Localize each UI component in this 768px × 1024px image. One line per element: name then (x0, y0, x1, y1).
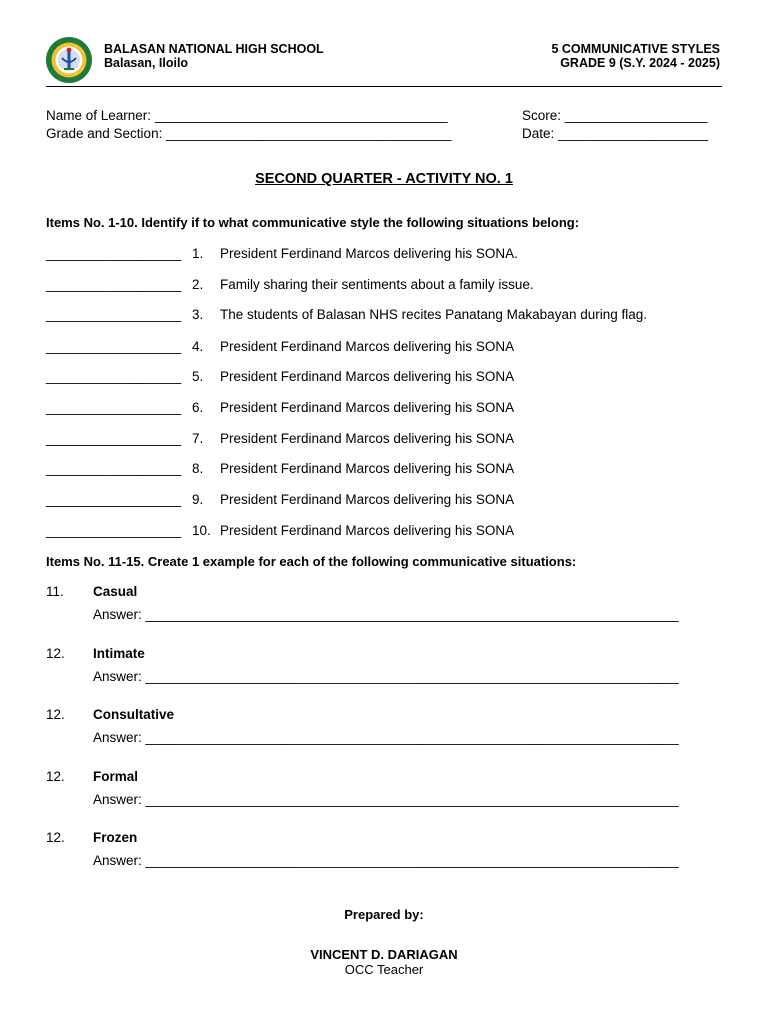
answer-label: Answer: (93, 853, 146, 868)
grade-school-year: GRADE 9 (S.Y. 2024 - 2025) (560, 56, 720, 70)
situation-item (46, 584, 137, 600)
item-number: 1. (192, 246, 204, 261)
item-number: 12. (46, 707, 65, 722)
item-number: 10. (192, 523, 211, 538)
answer-blank: _______________________________________________________________________ (145, 669, 679, 684)
score-blank: ___________________ (564, 108, 708, 123)
name-of-learner-field[interactable] (46, 108, 448, 124)
score-field[interactable] (522, 108, 707, 124)
teacher-name: VINCENT D. DARIAGAN (310, 947, 458, 962)
subject-title: 5 COMMUNICATIVE STYLES (551, 42, 720, 56)
answer-field[interactable] (93, 607, 679, 623)
teacher-title: OCC Teacher (344, 962, 424, 977)
answer-blank[interactable]: __________________ (46, 461, 182, 476)
answer-blank[interactable]: __________________ (46, 369, 182, 384)
item-text: President Ferdinand Marcos delivering his SONA (220, 492, 515, 507)
item-number: 12. (46, 830, 65, 845)
item-text: President Ferdinand Marcos delivering his SONA (220, 369, 515, 384)
question-item (46, 400, 514, 416)
answer-blank[interactable]: __________________ (46, 246, 182, 261)
school-seal-icon (45, 36, 93, 84)
grade-label: Grade and Section: (46, 126, 167, 141)
answer-blank[interactable]: __________________ (46, 400, 182, 415)
answer-field[interactable] (93, 853, 679, 869)
answer-blank[interactable]: __________________ (46, 277, 182, 292)
item-number: 9. (192, 492, 204, 507)
answer-blank[interactable]: __________________ (46, 492, 182, 507)
part1-instruction: Items No. 1-10. Identify if to what communicative style the following situations belong: (46, 215, 580, 230)
situation-item (46, 830, 137, 846)
header-divider (46, 86, 722, 87)
item-number: 12. (46, 769, 65, 784)
question-item (46, 461, 514, 477)
situation-item (46, 646, 145, 662)
answer-label: Answer: (93, 730, 146, 745)
item-text: President Ferdinand Marcos delivering his SONA (220, 461, 515, 476)
style-label: Formal (93, 769, 139, 784)
item-number: 12. (46, 646, 65, 661)
answer-label: Answer: (93, 669, 146, 684)
answer-blank: _______________________________________________________________________ (145, 853, 679, 868)
answer-blank: _______________________________________________________________________ (145, 730, 679, 745)
answer-blank[interactable]: __________________ (46, 431, 182, 446)
style-label: Consultative (93, 707, 175, 722)
school-location: Balasan, Iloilo (104, 56, 189, 70)
item-text: President Ferdinand Marcos delivering his SONA (220, 339, 515, 354)
question-item (46, 492, 514, 508)
item-text: President Ferdinand Marcos delivering his SONA (220, 400, 515, 415)
item-number: 3. (192, 307, 204, 322)
grade-blank: ______________________________________ (166, 126, 452, 141)
question-item (46, 246, 518, 262)
answer-blank: _______________________________________________________________________ (145, 607, 679, 622)
school-logo (45, 36, 93, 84)
situation-item (46, 769, 138, 785)
answer-label: Answer: (93, 607, 146, 622)
situation-item (46, 707, 174, 723)
grade-section-field[interactable] (46, 126, 451, 142)
item-number: 8. (192, 461, 204, 476)
question-item (46, 431, 514, 447)
date-blank: ____________________ (558, 126, 709, 141)
question-item (46, 369, 514, 385)
part2-instruction: Items No. 11-15. Create 1 example for each of the following communicative situations: (46, 554, 577, 569)
answer-field[interactable] (93, 730, 679, 746)
question-item (46, 277, 534, 293)
style-label: Intimate (93, 646, 145, 661)
style-label: Frozen (93, 830, 138, 845)
item-number: 4. (192, 339, 204, 354)
score-label: Score: (522, 108, 565, 123)
item-number: 2. (192, 277, 204, 292)
style-label: Casual (93, 584, 138, 599)
answer-label: Answer: (93, 792, 146, 807)
name-label: Name of Learner: (46, 108, 155, 123)
item-number: 6. (192, 400, 204, 415)
question-item (46, 523, 514, 539)
item-text: President Ferdinand Marcos delivering his SONA (220, 523, 515, 538)
answer-blank: _______________________________________________________________________ (145, 792, 679, 807)
item-text: President Ferdinand Marcos delivering his SONA (220, 431, 515, 446)
date-label: Date: (522, 126, 559, 141)
page-title: SECOND QUARTER - ACTIVITY NO. 1 (255, 171, 513, 187)
question-item (46, 307, 647, 323)
question-item (46, 339, 514, 355)
answer-blank[interactable]: __________________ (46, 523, 182, 538)
school-name: BALASAN NATIONAL HIGH SCHOOL (104, 42, 324, 56)
item-text: The students of Balasan NHS recites Panatang Makabayan during flag. (220, 307, 648, 322)
prepared-by-label: Prepared by: (344, 907, 424, 922)
answer-blank[interactable]: __________________ (46, 307, 182, 322)
answer-field[interactable] (93, 792, 679, 808)
answer-field[interactable] (93, 669, 679, 685)
name-blank: _______________________________________ (154, 108, 448, 123)
item-number: 11. (46, 584, 64, 599)
item-text: President Ferdinand Marcos delivering his SONA. (220, 246, 518, 261)
answer-blank[interactable]: __________________ (46, 339, 182, 354)
date-field[interactable] (522, 126, 708, 142)
item-number: 5. (192, 369, 204, 384)
item-number: 7. (192, 431, 204, 446)
item-text: Family sharing their sentiments about a family issue. (220, 277, 534, 292)
